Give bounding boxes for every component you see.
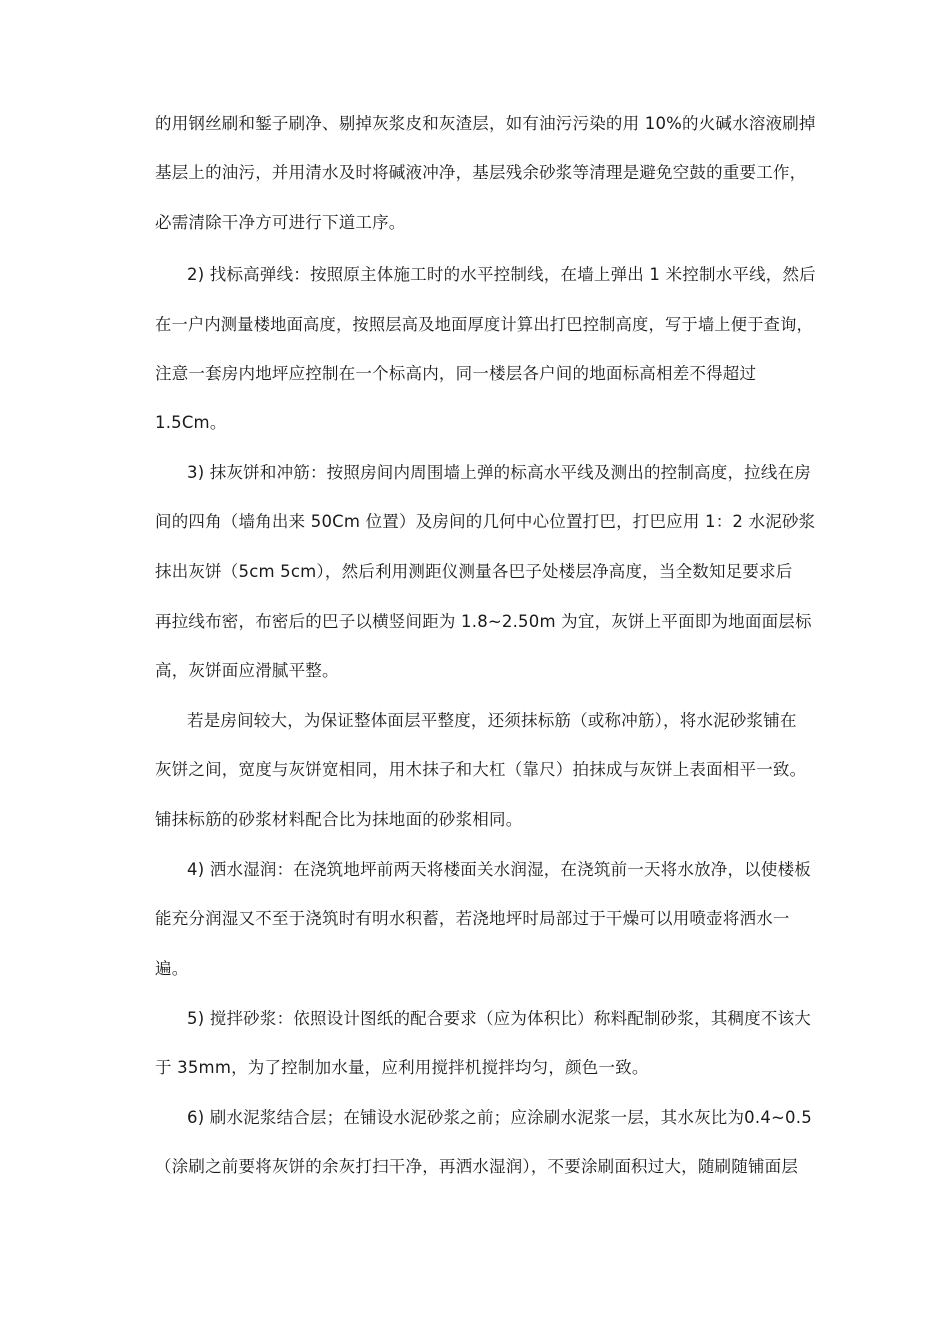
text-line: （涂刷之前要将灰饼的余灰打扫干净，再洒水湿润），不要涂刷面积过大，随刷随铺面层 [155, 1157, 799, 1176]
text-line: 能充分润湿又不至于浇筑时有明水积蓄，若浇地坪时局部过于干燥可以用喷壶将洒水一 [155, 909, 790, 928]
text-line: 4) 洒水湿润：在浇筑地坪前两天将楼面关水润湿，在浇筑前一天将水放净，以使楼板 [187, 860, 811, 879]
text-line: 5) 搅拌砂浆：依照设计图纸的配合要求（应为体积比）称料配制砂浆，其稠度不该大 [187, 1009, 811, 1028]
text-line: 1.5Cm。 [155, 413, 227, 432]
text-line: 灰饼之间，宽度与灰饼宽相同，用木抹子和大杠（靠尺）拍抹成与灰饼上表面相平一致。 [155, 760, 807, 779]
text-line: 基层上的油污，并用清水及时将碱液冲净，基层残余砂浆等清理是避免空鼓的重要工作， [155, 163, 807, 182]
text-line: 于 35mm，为了控制加水量，应利用搅拌机搅拌均匀，颜色一致。 [155, 1058, 649, 1077]
text-line: 在一户内测量楼地面高度，按照层高及地面厚度计算出打巴控制高度，写于墙上便于查询， [155, 315, 813, 334]
text-line: 抹出灰饼（5cm 5cm），然后利用测距仪测量各巴子处楼层净高度，当全数知足要求后 [155, 562, 793, 581]
text-line: 2) 找标高弹线：按照原主体施工时的水平控制线，在墙上弹出 1 米控制水平线，然后 [187, 265, 816, 284]
text-line: 间的四角（墙角出来 50Cm 位置）及房间的几何中心位置打巴，打巴应用 1：2 水泥砂浆 [155, 512, 816, 531]
text-line: 必需清除干净方可进行下道工序。 [155, 213, 406, 232]
text-line: 注意一套房内地坪应控制在一个标高内，同一楼层各户间的地面标高相差不得超过 [155, 364, 757, 383]
text-line: 6) 刷水泥浆结合层；在铺设水泥砂浆之前；应涂刷水泥浆一层，其水灰比为0.4~0.5 [187, 1108, 812, 1127]
text-line: 高，灰饼面应滑腻平整。 [155, 661, 339, 680]
text-line: 3) 抹灰饼和冲筋：按照房间内周围墙上弹的标高水平线及测出的控制高度，拉线在房 [187, 463, 811, 482]
text-line: 铺抹标筋的砂浆材料配合比为抹地面的砂浆相同。 [155, 810, 523, 829]
text-line: 遍。 [155, 959, 189, 978]
text-line: 若是房间较大，为保证整体面层平整度，还须抹标筋（或称冲筋），将水泥砂浆铺在 [187, 711, 797, 730]
text-line: 的用钢丝刷和錾子刷净、剔掉灰浆皮和灰渣层，如有油污污染的用 10%的火碱水溶液刷掉 [155, 114, 816, 133]
text-line: 再拉线布密，布密后的巴子以横竖间距为 1.8~2.50m 为宜，灰饼上平面即为地面面层标 [155, 612, 812, 631]
